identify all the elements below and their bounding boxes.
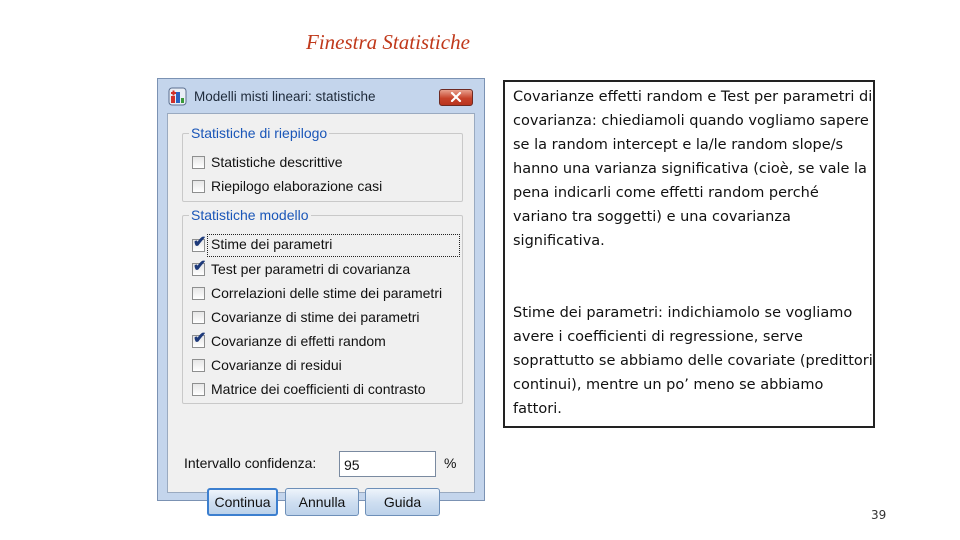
label-descriptive-statistics: Statistiche descrittive — [211, 154, 343, 170]
checkbox-case-processing-summary[interactable] — [192, 180, 205, 193]
model-group-legend: Statistiche modello — [191, 207, 309, 223]
help-button[interactable]: Guida — [365, 488, 440, 516]
label-parameter-estimate-covariances: Covarianze di stime dei parametri — [211, 309, 420, 325]
explanation-box — [503, 80, 875, 428]
checkmark-icon: ✔ — [193, 258, 207, 275]
confidence-interval-label: Intervallo confidenza: — [184, 455, 317, 471]
label-residual-covariances: Covarianze di residui — [211, 357, 342, 373]
label-random-effects-covariances: Covarianze di effetti random — [211, 333, 386, 349]
explanation-parameter-estimates: Stime dei parametri: indichiamolo se vogliamo avere i coefficienti di regressione, serve soprattutto se abbiamo delle covariate (predittori continui), mentre un po’ meno se abbiamo fattori. — [513, 305, 873, 417]
continue-button[interactable]: Continua — [207, 488, 278, 516]
checkbox-parameter-estimates[interactable] — [192, 234, 207, 252]
label-parameter-estimate-correlations: Correlazioni delle stime dei parametri — [211, 285, 443, 301]
statistics-dialog — [157, 78, 485, 510]
checkbox-contrast-coefficient-matrix[interactable] — [192, 383, 205, 396]
checkmark-icon: ✔ — [193, 234, 207, 251]
label-contrast-coefficient-matrix: Matrice dei coefficienti di contrasto — [211, 381, 426, 397]
cancel-button[interactable]: Annulla — [285, 488, 359, 516]
slide-title: Finestra Statistiche — [306, 30, 470, 54]
checkbox-descriptive-statistics[interactable] — [192, 156, 205, 169]
checkmark-icon: ✔ — [193, 330, 207, 347]
summary-group-legend: Statistiche di riepilogo — [191, 125, 328, 141]
explanation-random-effects: Covarianze effetti random e Test per parametri di covarianza: chiediamoli quando vogliamo sapere se la random intercept e la/le random slope/s hanno una varianza significativa (cioè, se vale la pena indicarli come effetti random perché variano tra soggetti) e una covarianza significativa. — [513, 89, 873, 249]
spss-app-icon — [168, 87, 187, 106]
checkbox-covariance-parameter-tests[interactable] — [192, 258, 207, 276]
close-button[interactable] — [439, 89, 473, 106]
checkbox-random-effects-covariances[interactable] — [192, 330, 207, 348]
percent-label: % — [444, 455, 457, 471]
checkbox-parameter-estimate-correlations[interactable] — [192, 287, 205, 300]
label-case-processing-summary: Riepilogo elaborazione casi — [211, 178, 383, 194]
confidence-interval-input[interactable]: 95 — [339, 451, 436, 477]
checkbox-residual-covariances[interactable] — [192, 359, 205, 372]
page-number: 39 — [871, 508, 887, 522]
dialog-titlebar[interactable] — [158, 79, 484, 112]
label-parameter-estimates: Stime dei parametri — [211, 236, 333, 252]
close-x-icon — [450, 89, 462, 107]
label-covariance-parameter-tests: Test per parametri di covarianza — [211, 261, 411, 277]
checkbox-parameter-estimate-covariances[interactable] — [192, 311, 205, 324]
dialog-client-area — [167, 113, 475, 510]
dialog-title: Modelli misti lineari: statistiche — [194, 89, 376, 104]
